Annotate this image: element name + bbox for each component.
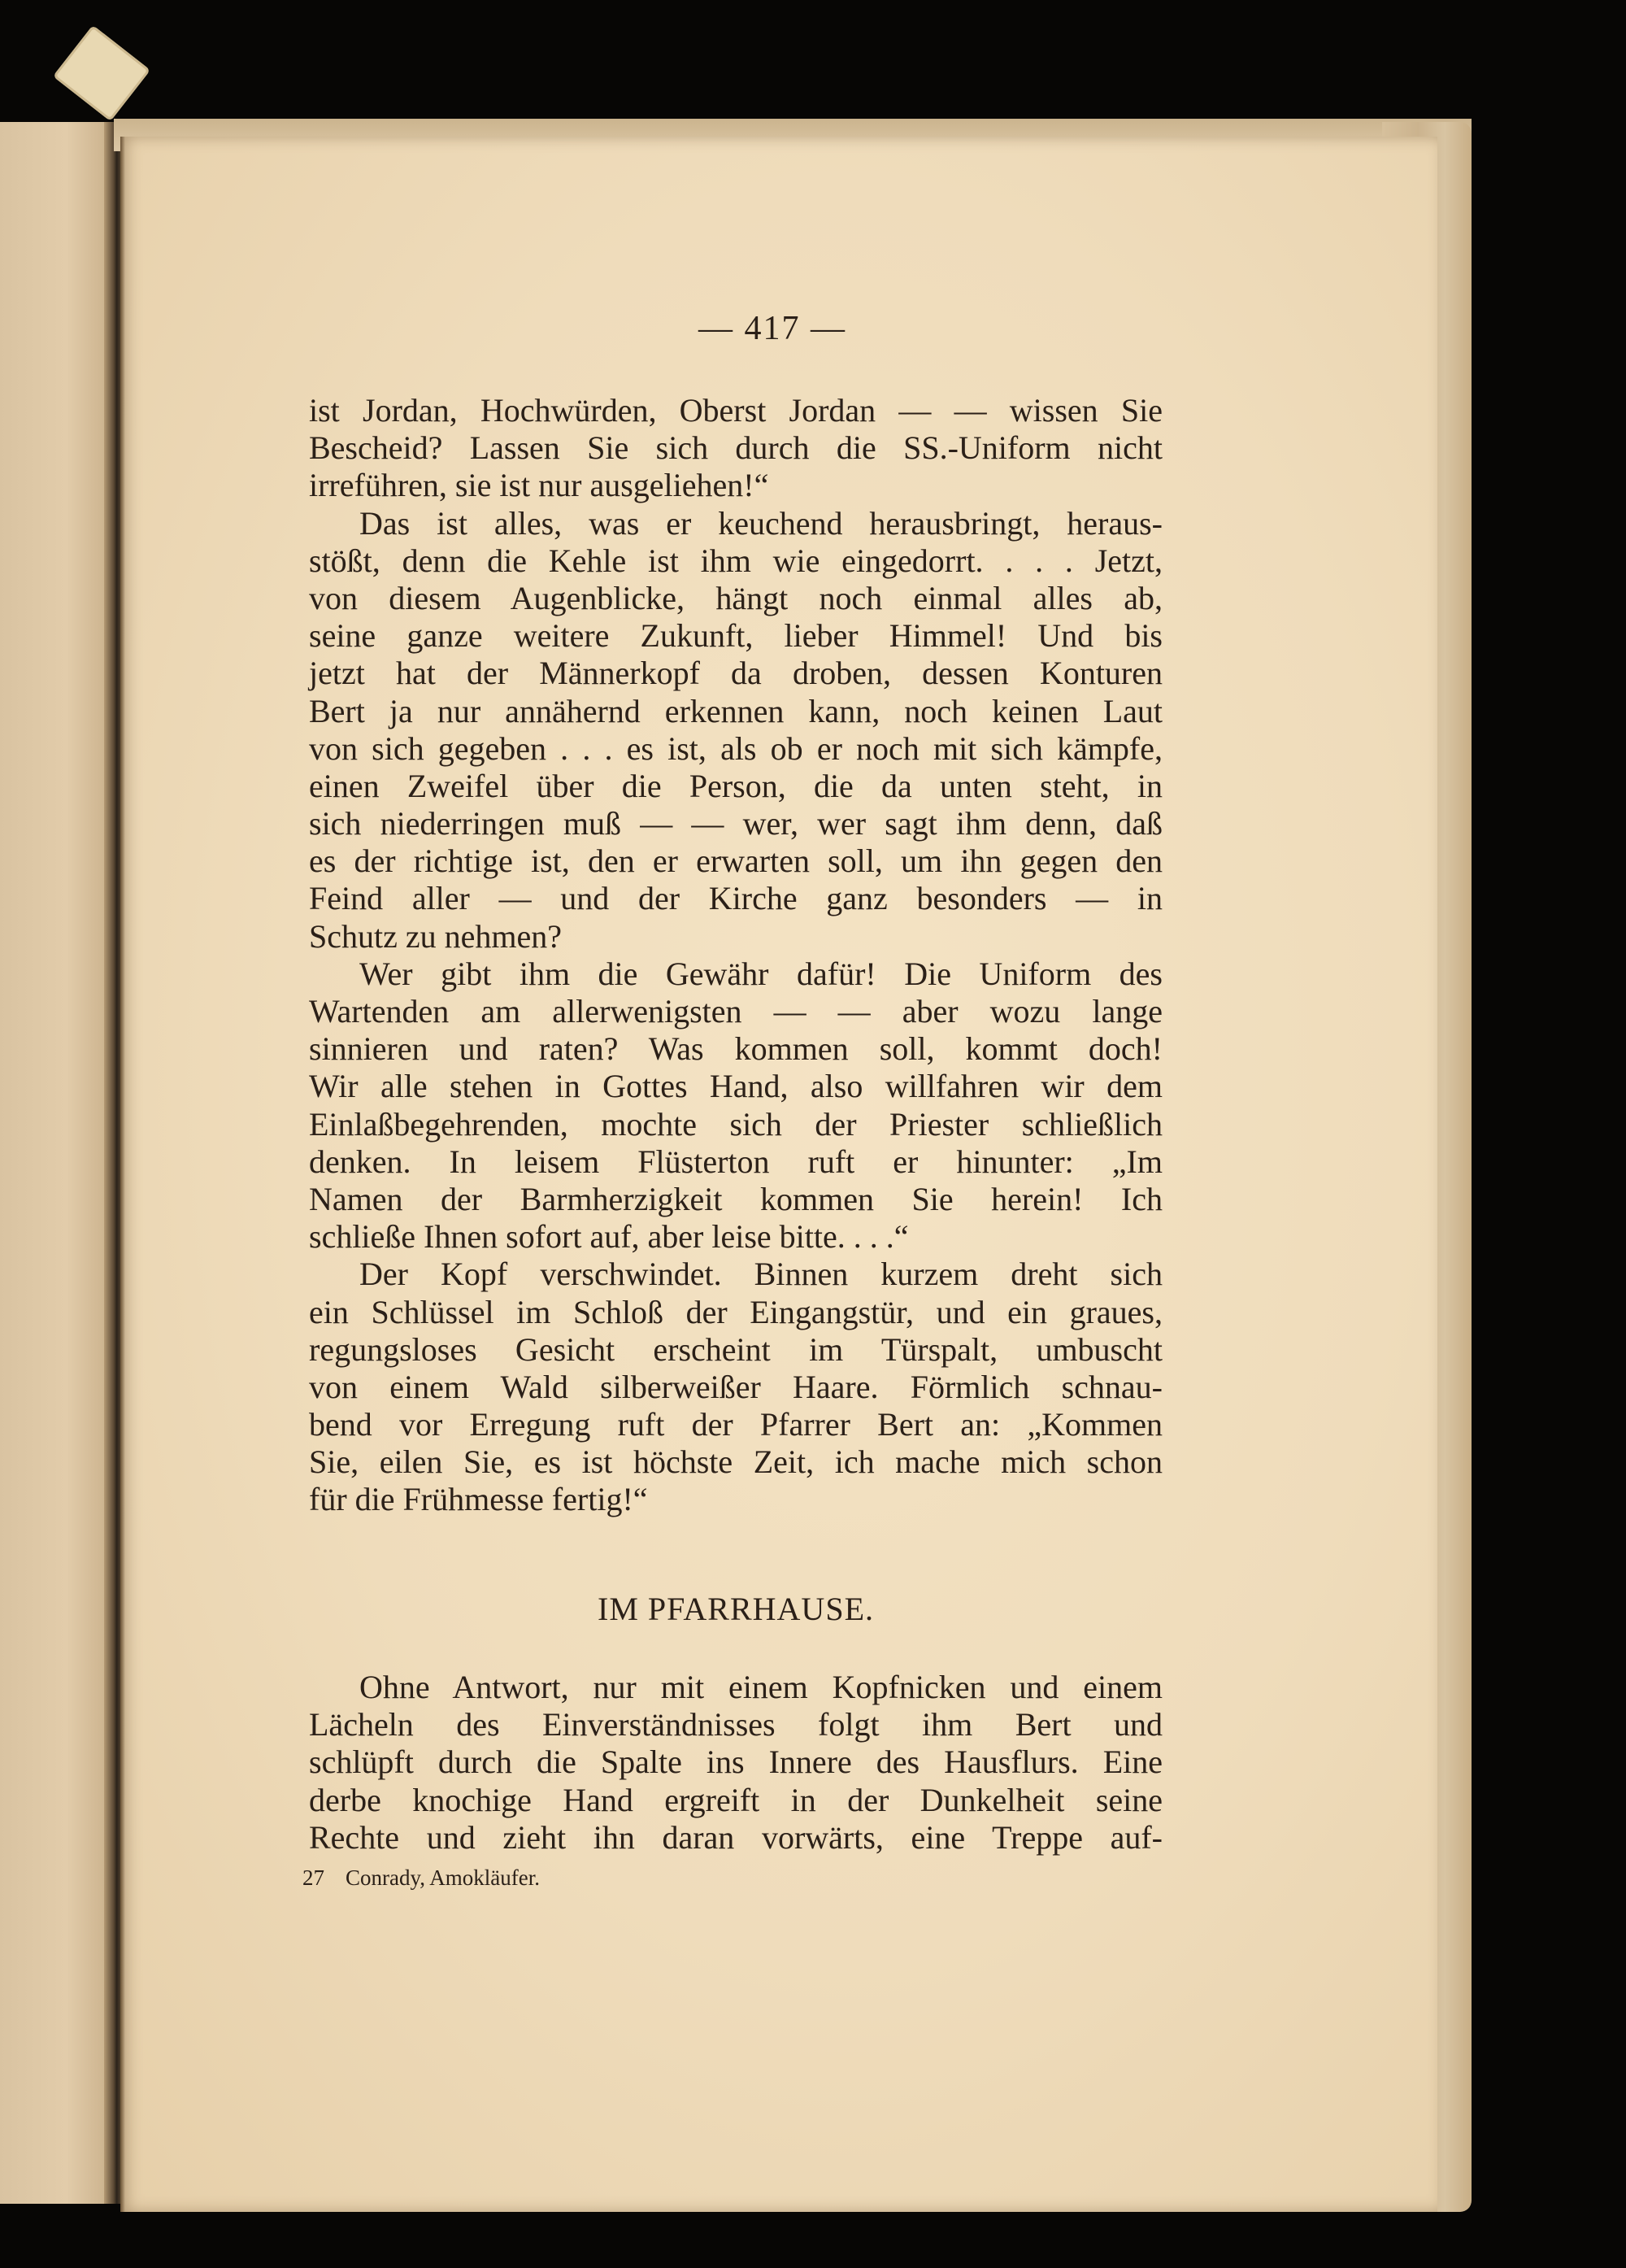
text-line: denken. In leisem Flüsterton ruft er hinunter: „Im <box>309 1143 1163 1180</box>
text-line: Das ist alles, was er keuchend herausbringt, heraus- <box>359 504 1163 542</box>
text-line: regungsloses Gesicht erscheint im Türspalt, umbuscht <box>309 1330 1163 1368</box>
text-line: Schutz zu nehmen? <box>309 917 562 955</box>
text-line: Lächeln des Einverständnisses folgt ihm Bert und <box>309 1706 1163 1743</box>
text-line: sinnieren und raten? Was kommen soll, kommt doch! <box>309 1030 1163 1068</box>
printer-signature-line <box>302 1865 540 1891</box>
text-line: Der Kopf verschwindet. Binnen kurzem dreht sich <box>359 1256 1163 1293</box>
text-line: für die Frühmesse fertig!“ <box>309 1481 648 1518</box>
text-line: Bescheid? Lassen Sie sich durch die SS.-Uniform nicht <box>309 429 1163 467</box>
signature-text: Conrady, Amokläufer. <box>346 1865 540 1890</box>
text-line: Wir alle stehen in Gottes Hand, also willfahren wir dem <box>309 1068 1163 1105</box>
page-number: — 417 — <box>698 310 846 347</box>
paragraphs-block-1 <box>309 392 1163 1519</box>
text-line: Einlaßbegehrenden, mochte sich der Priester schließlich <box>309 1105 1163 1143</box>
text-line: Wer gibt ihm die Gewähr dafür! Die Uniform des <box>359 955 1163 992</box>
text-line: stößt, denn die Kehle ist ihm wie eingedorrt. . . . Jetzt, <box>309 542 1163 579</box>
text-line: ein Schlüssel im Schloß der Eingangstür, und ein graues, <box>309 1293 1163 1330</box>
text-line: Bert ja nur annähernd erkennen kann, noch keinen Laut <box>309 692 1163 729</box>
text-line: Feind aller — und der Kirche ganz besonders — in <box>309 880 1163 917</box>
text-line: von sich gegeben . . . es ist, als ob er noch mit sich kämpfe, <box>309 729 1163 767</box>
gutter-shadow <box>120 137 125 2212</box>
text-line: es der richtige ist, den er erwarten soll, um ihn gegen den <box>309 842 1163 880</box>
text-line: von diesem Augenblicke, hängt noch einmal alles ab, <box>309 579 1163 616</box>
text-line: schließe Ihnen sofort auf, aber leise bitte. . . .“ <box>309 1218 909 1256</box>
text-line: Wartenden am allerwenigsten — — aber wozu lange <box>309 993 1163 1030</box>
text-line: Namen der Barmherzigkeit kommen Sie herein! Ich <box>309 1180 1163 1217</box>
text-line: irreführen, sie ist nur ausgeliehen!“ <box>309 467 769 504</box>
text-line: Ohne Antwort, nur mit einem Kopfnicken und einem <box>359 1669 1163 1705</box>
text-line: bend vor Erregung ruft der Pfarrer Bert an: „Kommen <box>309 1406 1163 1443</box>
tape-fragment <box>53 25 150 121</box>
text-line: schlüpft durch die Spalte ins Innere des Hausflurs. Eine <box>309 1743 1163 1781</box>
text-line: derbe knochige Hand ergreift in der Dunkelheit seine <box>309 1781 1163 1818</box>
section-heading: IM PFARRHAUSE. <box>598 1591 874 1627</box>
text-line: einen Zweifel über die Person, die da unten steht, in <box>309 767 1163 804</box>
text-line: sich niederringen muß — — wer, wer sagt ihm denn, daß <box>309 805 1163 842</box>
text-line: Sie, eilen Sie, es ist höchste Zeit, ich mache mich schon <box>309 1443 1163 1481</box>
paragraphs-block-2 <box>309 1669 1163 1857</box>
text-line: Rechte und zieht ihn daran vorwärts, eine Treppe auf- <box>309 1818 1163 1856</box>
text-line: seine ganze weitere Zukunft, lieber Himmel! Und bis <box>309 617 1163 655</box>
signature-mark: 27 <box>302 1865 324 1890</box>
text-line: ist Jordan, Hochwürden, Oberst Jordan — — wissen Sie <box>309 392 1163 429</box>
text-line: jetzt hat der Männerkopf da droben, dessen Konturen <box>309 655 1163 692</box>
text-line: von einem Wald silberweißer Haare. Förmlich schnau- <box>309 1368 1163 1405</box>
previous-page-edge <box>0 122 120 2204</box>
